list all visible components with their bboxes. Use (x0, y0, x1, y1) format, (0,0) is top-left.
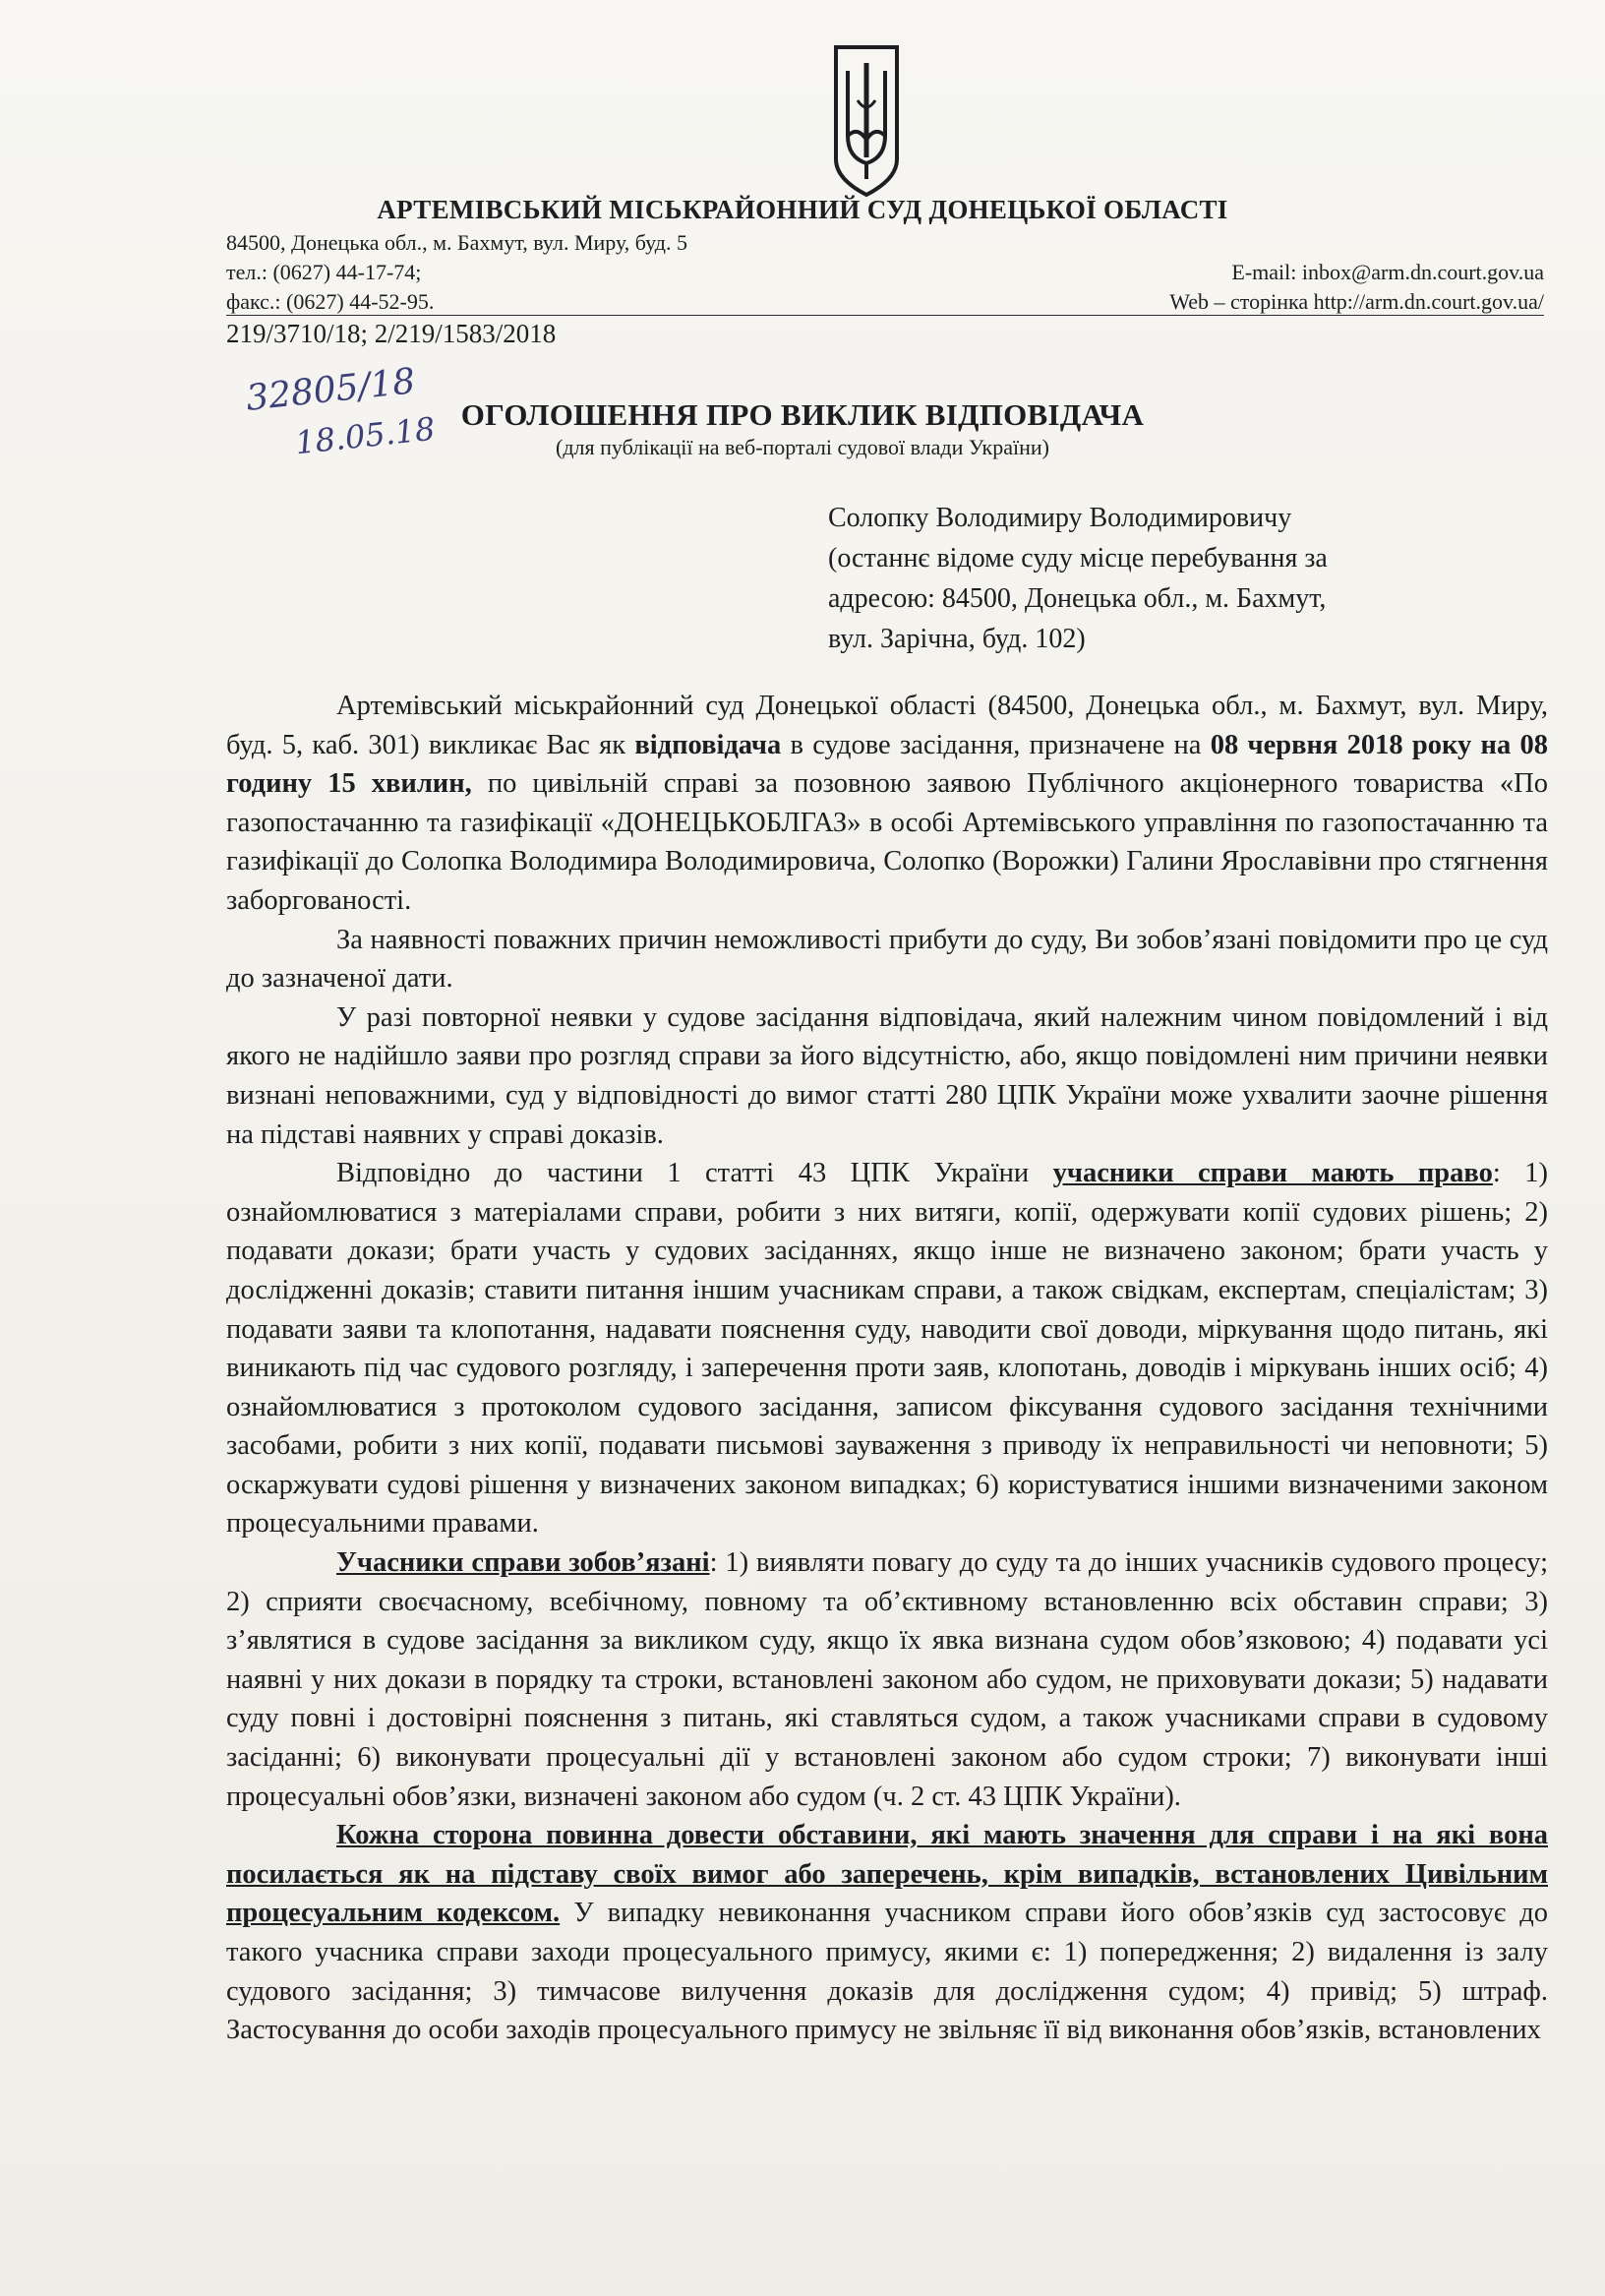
paragraph-summons (226, 687, 1548, 921)
addressee-address-line: (останнє відоме суду місце перебування за (828, 543, 1328, 574)
text-run: У випадку невиконання учасником справи його обов’язків суд застосовує до такого учасника справи заходи процесуального примусу, якими є: 1) попередження; 2) видалення із залу судового засідання; 3) тимчасове вилучення доказів для дослідження судом; 4) привід; 5) штраф. Застосування до особи заходів процесуального примусу не звільняє її від виконання обов’язків, встановлених (226, 1898, 1548, 2046)
text-run: Артемівський міськрайонний суд Донецької області (84500, Донецька обл., м. Бахмут, вул. Миру, буд. 5, каб. 301) викликає Вас як (226, 691, 1548, 760)
text-run: по цивільній справі за позовною заявою Публічного акціонерного товариства «По газопостачанню та газифікації «ДОНЕЦЬКОБЛГАЗ» в особі Артемівського управління по газопостачанню та газифікації до Солопка Володимира Володимировича, Солопко (Ворожки) Галини Ярославівни про стягнення заборгованості. (226, 768, 1548, 916)
paragraph-obligations (226, 1543, 1548, 1816)
text-run: : 1) ознайомлюватися з матеріалами справи, робити з них витяги, копії, одержувати копії судових рішень; 2) подавати докази; брати участь у судових засіданнях, якщо інше не визначено законом; брати участь у дослідженні доказів; ставити питання іншим учасникам справи, а також свідкам, експертам, спеціалістам; 3) подавати заяви та клопотання, надавати пояснення суду, наводити свої доводи, міркування щодо питань, які виникають під час судового розгляду, і заперечення проти заяв, клопотань, доводів і міркувань інших осіб; 4) ознайомлюватися з протоколом судового засідання, записом фіксування судового засідання технічними засобами, робити з них копії, подавати письмові зауваження з приводу їх неправильності чи неповноти; 5) оскаржувати судові рішення у визначених законом випадках; 6) користуватися іншими визначеними законом процесуальними правами. (226, 1158, 1548, 1540)
defendant-label: відповідача (634, 729, 782, 760)
obligations-heading: Учасники справи зобов’язані (336, 1547, 710, 1579)
court-email: E-mail: inbox@arm.dn.court.gov.ua (1231, 260, 1544, 284)
header-divider (226, 315, 1544, 316)
paragraph-rights (226, 1154, 1548, 1543)
addressee-name: Солопку Володимиру Володимировичу (828, 503, 1292, 533)
document-title: ОГОЛОШЕННЯ ПРО ВИКЛИК ВІДПОВІДАЧА (460, 397, 1145, 432)
court-address: 84500, Донецька обл., м. Бахмут, вул. Миру, буд. 5 (226, 230, 687, 255)
addressee-block (828, 498, 1536, 659)
addressee-address-line: адресою: 84500, Донецька обл., м. Бахмут, (828, 583, 1327, 614)
paragraph-default-judgment: У разі повторної неявки у судове засідання відповідача, який належним чином повідомлений і від якого не надійшло заяви про розгляд справи за його відсутністю, або, якщо повідомлені ним причини неявки визнані неповажними, суд у відповідності до вимог статті 280 ЦПК України може ухвалити заочне рішення на підставі наявних у справі доказів. (226, 1001, 1548, 1150)
addressee-address-line: вул. Зарічна, буд. 102) (828, 624, 1086, 654)
court-fax: факс.: (0627) 44-52-95. (226, 289, 435, 314)
document-subtitle: (для публікації на веб-порталі судової влади України) (556, 435, 1049, 459)
paragraph-notify: За наявності поважних причин неможливості прибути до суду, Ви зобов’язані повідомити про це суд до зазначеної дати. (226, 924, 1548, 995)
court-phone: тел.: (0627) 44-17-74; (226, 260, 422, 284)
document-body (226, 687, 1548, 2050)
court-name: АРТЕМІВСЬКИЙ МІСЬКРАЙОННИЙ СУД ДОНЕЦЬКОЇ ОБЛАСТІ (377, 195, 1228, 224)
text-run: в судове засідання, призначене на (781, 729, 1211, 760)
paragraph-burden-of-proof (226, 1816, 1548, 2050)
text-run: Відповідно до частини 1 статті 43 ЦПК України (336, 1158, 1053, 1189)
burden-of-proof-statement: Кожна сторона повинна довести обставини, які мають значення для справи і на які вона посилається як на підставу своїх вимог або заперечень, крім випадків, встановлених Цивільним процесуальним кодексом. (226, 1820, 1548, 1929)
tryzub-emblem-icon (828, 41, 905, 199)
text-run: : 1) виявляти повагу до суду та до інших учасників судового процесу; 2) сприяти своєчасному, всебічному, повному та об’єктивному встановленню всіх обставин справи; 3) з’являтися в судове засідання за викликом суду, якщо їх явка визнана судом обов’язковою; 4) подавати усі наявні у них докази в порядку та строки, встановлені законом або судом, не приховувати докази; 5) надавати суду повні і достовірні пояснення з питань, які ставляться судом, а також учасниками справи в судовому засіданні; 6) виконувати процесуальні дії у встановлені законом або судом строки; 7) виконувати інші процесуальні обов’язки, визначені законом або судом (ч. 2 ст. 43 ЦПК України). (226, 1547, 1548, 1812)
handwritten-registration-date: 18.05.18 (293, 409, 438, 462)
handwritten-registration-number: 32805/18 (244, 361, 418, 419)
rights-heading: учасники справи мають право (1052, 1158, 1493, 1189)
court-website: Web – сторінка http://arm.dn.court.gov.ua/ (1169, 289, 1544, 314)
case-numbers: 219/3710/18; 2/219/1583/2018 (226, 319, 557, 348)
hearing-datetime: 08 червня 2018 року на 08 годину 15 хвилин, (226, 729, 1548, 800)
